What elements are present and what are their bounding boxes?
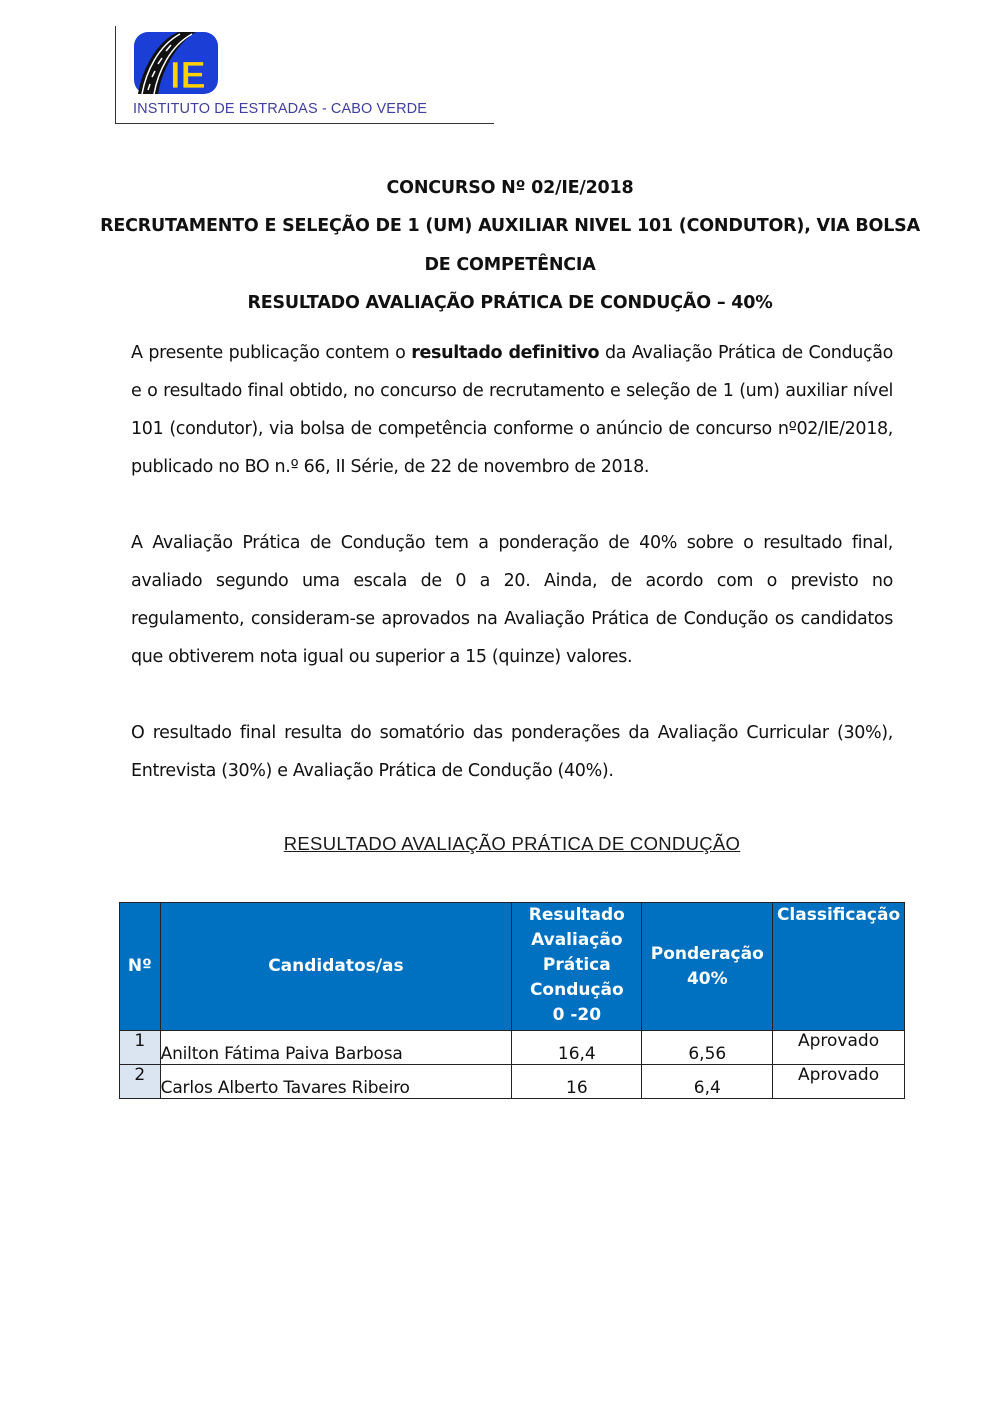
header-weighting — [642, 903, 773, 1031]
organization-name: INSTITUTO DE ESTRADAS - CABO VERDE — [133, 101, 427, 117]
ie-logo-icon — [134, 30, 218, 96]
table-header-row — [120, 903, 905, 1031]
header-weighting-line-2: 40% — [686, 968, 728, 989]
contest-title-line-1: RECRUTAMENTO E SELEÇÃO DE 1 (UM) AUXILIAR NIVEL 101 (CONDUTOR), VIA BOLSA — [100, 216, 920, 236]
paragraph-publication-start: A presente publicação contem o — [131, 343, 412, 363]
section-title: RESULTADO AVALIAÇÃO PRÁTICA DE CONDUÇÃO — [283, 833, 741, 854]
row-number: 1 — [120, 1031, 161, 1065]
header-logo-block — [115, 26, 494, 124]
paragraph-publication-end: da Avaliação Prática de Condução e o resultado final obtido, no concurso de recrutamento e seleção de 1 (um) auxiliar nível 101 (condutor), via bolsa de competência conforme o anúncio de concurso nº02/IE/2018, publicado no BO n.º 66, II Série, de 22 de novembro de 2018. — [131, 343, 893, 477]
candidate-name: Carlos Alberto Tavares Ribeiro — [160, 1065, 512, 1099]
header-weighting-line-1: Ponderação — [650, 943, 764, 964]
candidate-classification: Aprovado — [773, 1065, 905, 1099]
candidate-weighting: 6,4 — [642, 1065, 773, 1099]
row-number: 2 — [120, 1065, 161, 1099]
candidate-result: 16 — [512, 1065, 642, 1099]
results-table — [119, 902, 905, 1099]
header-result-line-2: Avaliação — [531, 930, 623, 950]
header-result-line-1: Resultado — [528, 905, 625, 925]
candidate-weighting: 6,56 — [642, 1031, 773, 1065]
header-classification: Classificação — [773, 903, 905, 1031]
header-result-line-3: Prática — [542, 955, 611, 975]
paragraph-weighting: A Avaliação Prática de Condução tem a ponderação de 40% sobre o resultado final, avaliado segundo uma escala de 0 a 20. Ainda, de acordo com o previsto no regulamento, consideram-se aprovados na Avaliação Prática de Condução os candidatos que obtiverem nota igual ou superior a 15 (quinze) valores. — [131, 533, 893, 667]
header-candidates: Candidatos/as — [160, 903, 512, 1031]
table-row — [120, 1031, 905, 1065]
candidate-name: Anilton Fátima Paiva Barbosa — [160, 1031, 512, 1065]
logo-text: IE — [170, 55, 206, 96]
result-heading: RESULTADO AVALIAÇÃO PRÁTICA DE CONDUÇÃO – 40% — [247, 293, 773, 313]
paragraph-publication — [131, 334, 893, 486]
contest-number-heading: CONCURSO Nº 02/IE/2018 — [386, 178, 634, 198]
paragraph-final-result: O resultado final resulta do somatório das ponderações da Avaliação Curricular (30%), Entrevista (30%) e Avaliação Prática de Condução (40%). — [131, 723, 893, 781]
header-result-line-5: 0 -20 — [552, 1005, 602, 1025]
table-row — [120, 1065, 905, 1099]
contest-title-line-2: DE COMPETÊNCIA — [424, 255, 596, 275]
header-result-line-4: Condução — [529, 980, 624, 1000]
candidate-result: 16,4 — [512, 1031, 642, 1065]
header-number: Nº — [120, 903, 161, 1031]
paragraph-publication-bold: resultado definitivo — [411, 343, 600, 363]
header-result — [512, 903, 642, 1031]
candidate-classification: Aprovado — [773, 1031, 905, 1065]
